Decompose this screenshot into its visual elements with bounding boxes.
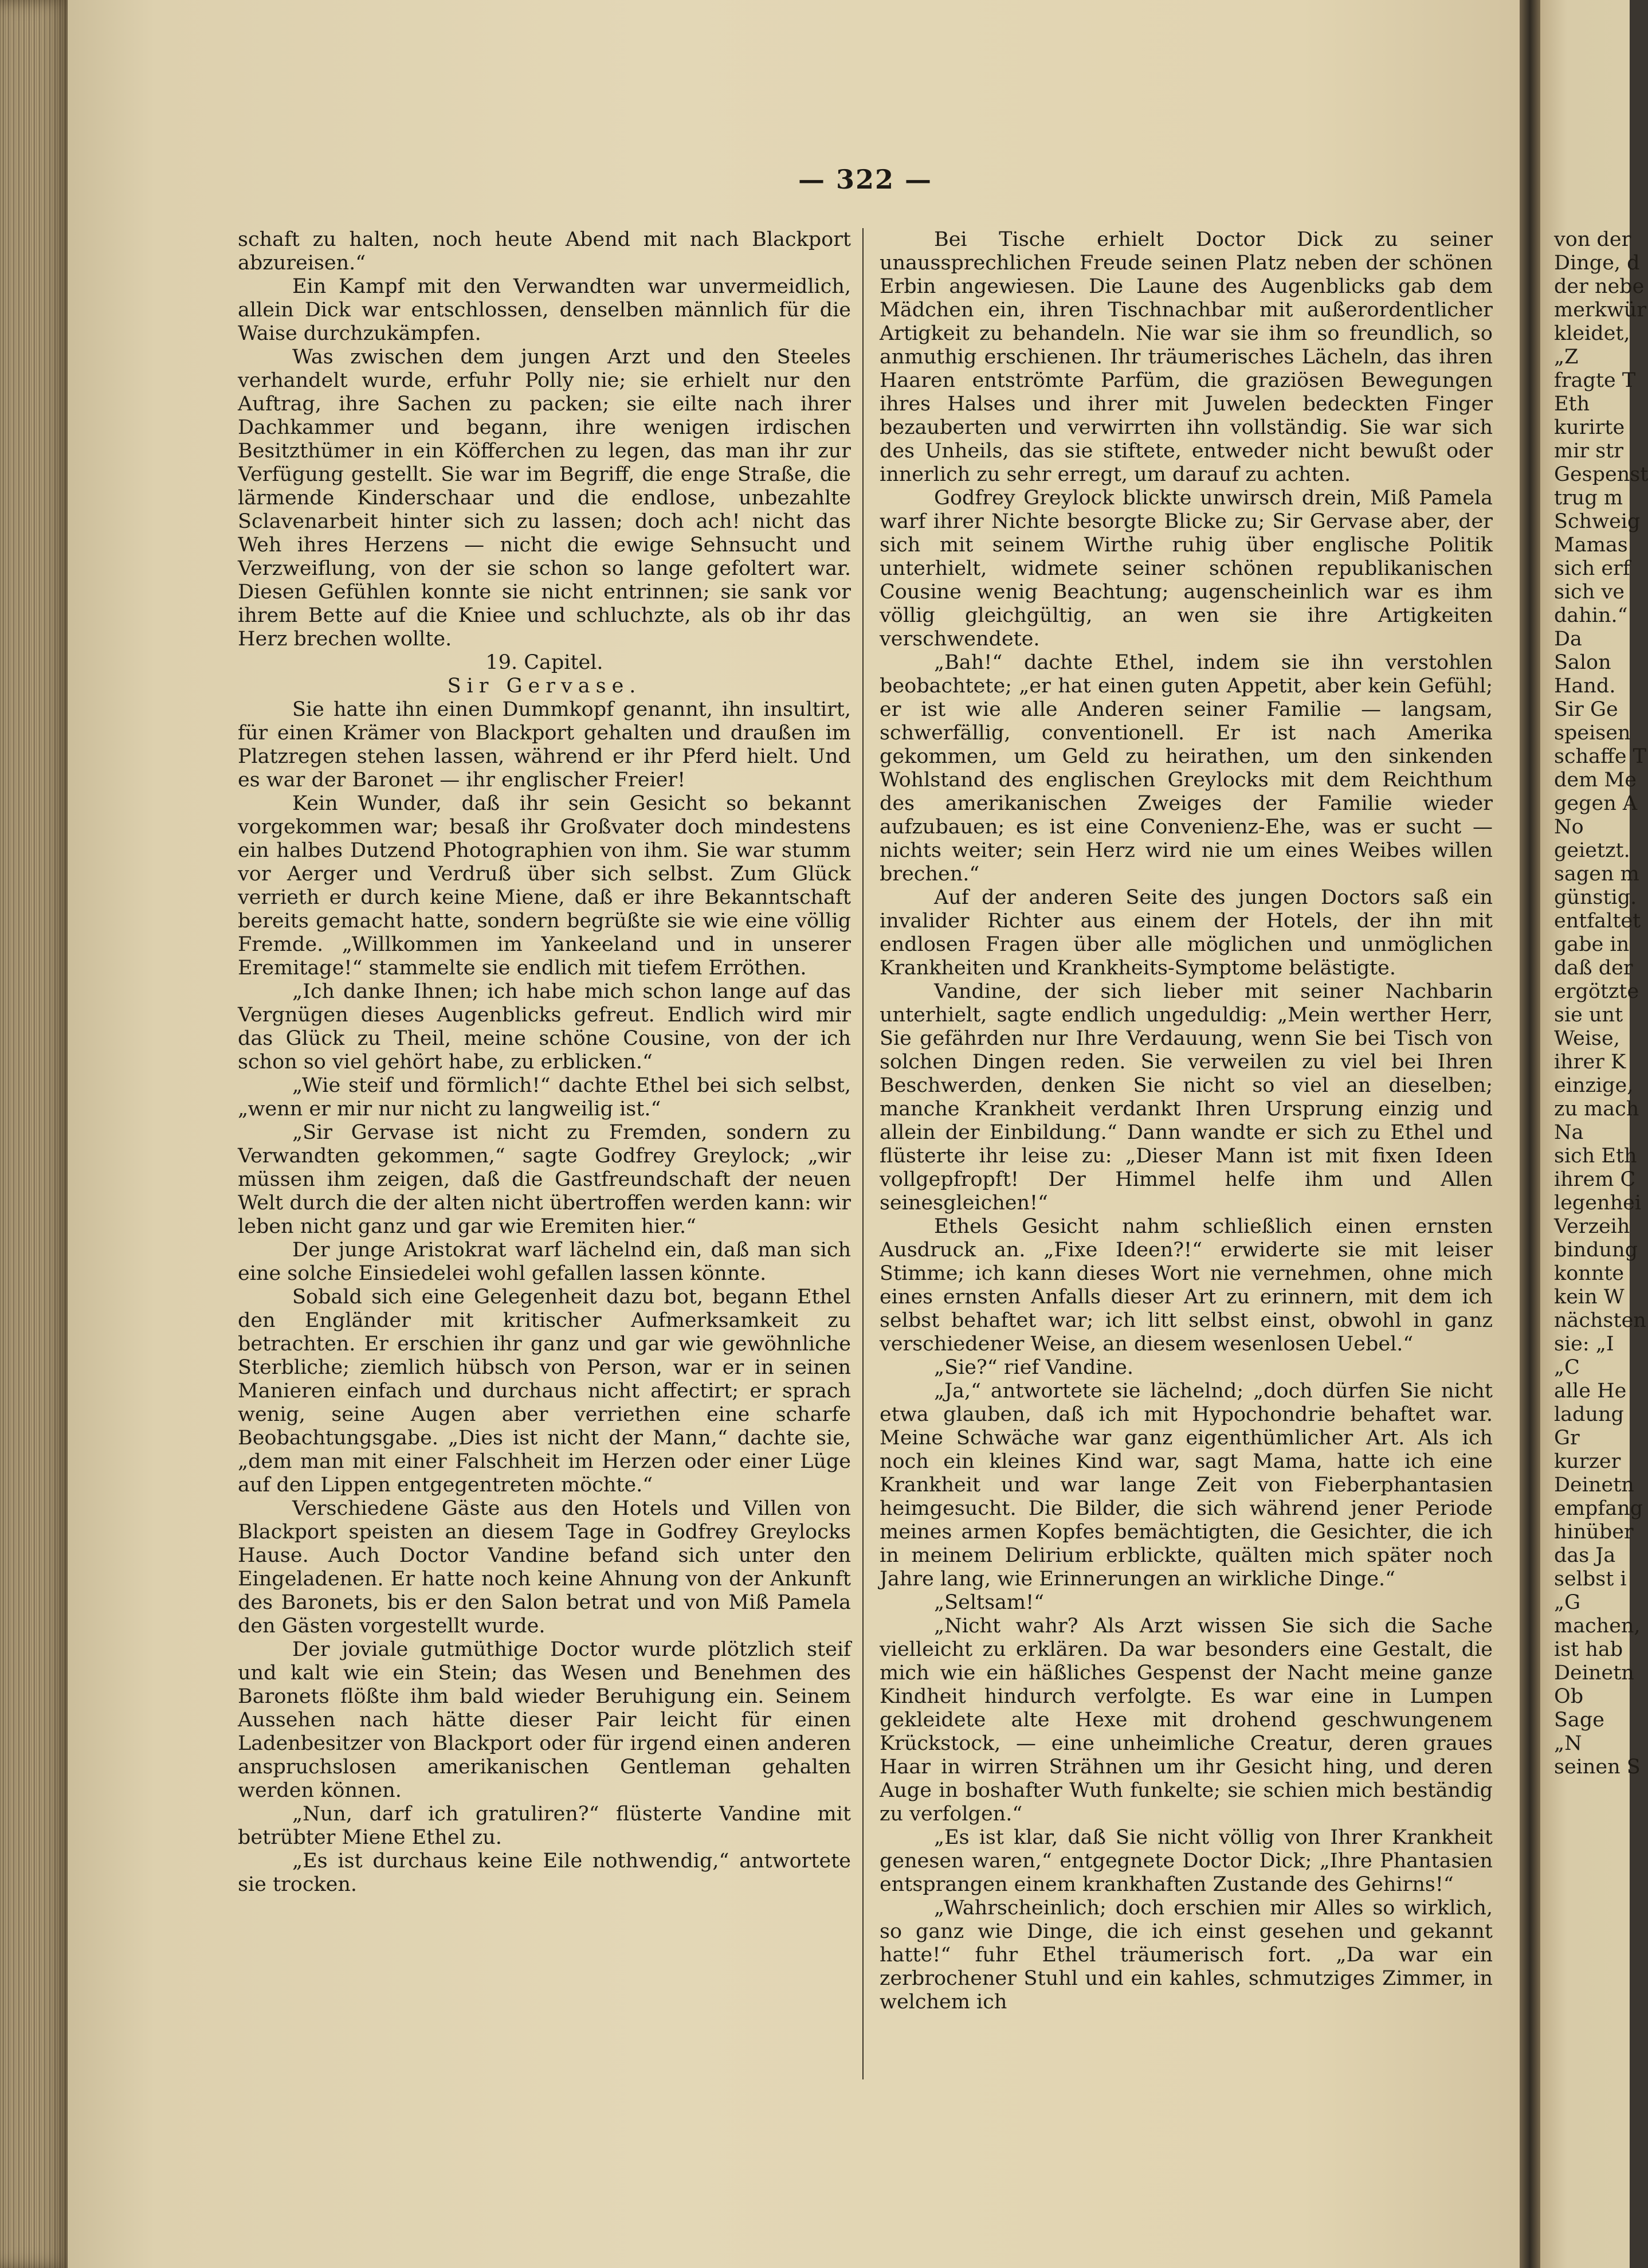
paragraph: Kein Wunder, daß ihr sein Gesicht so bekannt vorgekommen war; besaß ihr Großvater doch mindestens ein halbes Dutzend Photographien von ihm. Sie war stumm vor Aerger und Verdruß über sich selbst. Zum Glück verrieth er durch keine Miene, daß er ihre Bekanntschaft bereits gemacht hatte, sondern begrüßte sie wie eine völlig Fremde. „Willkommen im Yankeeland und in unserer Eremitage!“ stammelte sie endlich mit tiefem Erröthen. <box>238 792 851 980</box>
paragraph: „Bah!“ dachte Ethel, indem sie ihn verstohlen beobachtete; „er hat einen guten Appetit, aber kein Gefühl; er ist wie alle Anderen seiner Familie — langsam, schwerfällig, conventionell. Er ist nach Amerika gekommen, um Geld zu heirathen, um den sinkenden Wohlstand des englischen Greylocks mit dem Reichthum des amerikanischen Zweiges der Familie wieder aufzubauen; es ist eine Convenienz-Ehe, was er sucht — nichts weiter; sein Herz wird nie um eines Weibes willen brechen.“ <box>880 651 1493 886</box>
fragment-line: Na <box>1554 1121 1584 1144</box>
fragment-line: schaffe T <box>1554 745 1647 768</box>
paragraph: Sobald sich eine Gelegenheit dazu bot, begann Ethel den Engländer mit kritischer Aufmerksamkeit zu betrachten. Er erschien ihr ganz und gar wie gewöhnliche Sterbliche; ziemlich hübsch von Person, war er in seinen Manieren einfach und durchaus nicht affectirt; er sprach wenig, seine Augen aber verriethen eine scharfe Beobachtungsgabe. „Dies ist nicht der Mann,“ dachte sie, „dem man mit einer Falschheit im Herzen oder einer Lüge auf den Lippen entgegentreten möchte.“ <box>238 1286 851 1497</box>
chapter-heading: 19. Capitel. <box>485 651 603 674</box>
paragraph: „Es ist klar, daß Sie nicht völlig von Ihrer Krankheit genesen waren,“ entgegnete Doctor Dick; „Ihre Phantasien entsprangen einem krankhaften Zustande des Gehirns!“ <box>880 1826 1493 1896</box>
fragment-line: sich erf <box>1554 557 1630 580</box>
fragment-line: daß der <box>1554 957 1633 980</box>
fragment-line: entfaltet <box>1554 910 1641 933</box>
fragment-line: das Ja <box>1554 1544 1616 1567</box>
fragment-line: von der <box>1554 228 1631 251</box>
paragraph: „Seltsam!“ <box>934 1591 1045 1614</box>
fragment-line: merkwür <box>1554 299 1647 322</box>
fragment-line: dem Me <box>1554 769 1637 792</box>
fragment-line: konnte <box>1554 1262 1625 1285</box>
book-page-edges <box>0 0 68 2268</box>
fragment-line: Deinetn <box>1554 1662 1634 1685</box>
fragment-line: ihrer K <box>1554 1051 1626 1074</box>
fragment-line: ist hab <box>1554 1638 1623 1661</box>
paragraph: Was zwischen dem jungen Arzt und den Steeles verhandelt wurde, erfuhr Polly nie; sie erhielt nur den Auftrag, ihre Sachen zu packen; sie eilte nach ihrer Dachkammer und begann, ihre wenigen irdischen Besitzthümer in ein Köfferchen zu legen, das man ihr zur Verfügung gestellt. Sie war im Begriff, die enge Straße, die lärmende Kinderschaar und die endlose, unbezahlte Sclavenarbeit hinter sich zu lassen; doch ach! nicht das Weh ihres Herzens — nicht die ewige Sehnsucht und Verzweiflung, von der sie schon so lange gefoltert war. Diesen Gefühlen konnte sie nicht entrinnen; sie sank vor ihrem Bette auf die Kniee und schluchzte, als ob ihr das Herz brechen wollte. <box>238 346 851 651</box>
paragraph: „Ja,“ antwortete sie lächelnd; „doch dürfen Sie nicht etwa glauben, daß ich mit Hypochondrie behaftet war. Meine Schwäche war ganz eigenthümlicher Art. Als ich noch ein kleines Kind war, sagt Mama, hatte ich eine Krankheit und war lange Zeit von Fieberphantasien heimgesucht. Die Bilder, die sich während jener Periode meines armen Kopfes bemächtigten, die Gesichter, die ich in meinem Delirium erblickte, quälten mich später noch Jahre lang, wie Erinnerungen an wirkliche Dinge.“ <box>880 1380 1493 1591</box>
fragment-line: seinen S <box>1554 1756 1641 1779</box>
paragraph: Godfrey Greylock blickte unwirsch drein, Miß Pamela warf ihrer Nichte besorgte Blicke zu; Sir Gervase aber, der sich mit seinem Wirthe ruhig über englische Politik unterhielt, widmete seiner schönen republikanischen Cousine wenig Beachtung; augenscheinlich war es ihm völlig gleichgültig, an wen sie ihre Artigkeiten verschwendete. <box>880 487 1493 651</box>
fragment-line: günstig. <box>1554 886 1637 909</box>
fragment-line: Sage <box>1554 1709 1604 1732</box>
fragment-line: sich Eth <box>1554 1145 1637 1168</box>
fragment-line: nächsten <box>1554 1309 1646 1332</box>
paragraph: „Wie steif und förmlich!“ dachte Ethel bei sich selbst, „wenn er mir nur nicht zu langweilig ist.“ <box>238 1074 851 1121</box>
fragment-line: kurzer <box>1554 1450 1621 1473</box>
fragment-line: legenhei <box>1554 1192 1642 1215</box>
left-column <box>238 228 851 1897</box>
paragraph: Ethels Gesicht nahm schließlich einen ernsten Ausdruck an. „Fixe Ideen?!“ erwiderte sie mit leiser Stimme; ich kann dieses Wort nie vernehmen, ohne mich eines ernsten Anfalls dieser Art zu erinnern, mit dem ich selbst behaftet war; ich litt selbst einst, obwohl in ganz verschiedener Weise, an diesem wesenlosen Uebel.“ <box>880 1215 1493 1356</box>
paragraph: Verschiedene Gäste aus den Hotels und Villen von Blackport speisten an diesem Tage in Godfrey Greylocks Hause. Auch Doctor Vandine befand sich unter den Eingeladenen. Er hatte noch keine Ahnung von der Ankunft des Baronets, bis er den Salon betrat und von Miß Pamela den Gästen vorgestellt wurde. <box>238 1497 851 1638</box>
fragment-line: mir str <box>1554 440 1623 463</box>
fragment-line: alle He <box>1554 1380 1627 1403</box>
fragment-line: Gespenst <box>1554 463 1648 486</box>
fragment-line: einzige, <box>1554 1074 1634 1097</box>
paragraph: „Wahrscheinlich; doch erschien mir Alles so wirklich, so ganz wie Dinge, die ich einst gesehen und gekannt hatte!“ fuhr Ethel träumerisch fort. „Da war ein zerbrochener Stuhl und ein kahles, schmutziges Zimmer, in welchem ich <box>880 1897 1493 2014</box>
fragment-line: der nebe <box>1554 275 1645 298</box>
fragment-line: Mamas <box>1554 534 1628 557</box>
fragment-line: Eth <box>1554 393 1590 416</box>
paragraph: Der junge Aristokrat warf lächelnd ein, daß man sich eine solche Einsiedelei wohl gefallen lassen könnte. <box>238 1239 851 1285</box>
paragraph: schaft zu halten, noch heute Abend mit nach Blackport abzureisen.“ <box>238 228 851 275</box>
paragraph: „Nicht wahr? Als Arzt wissen Sie sich die Sache vielleicht zu erklären. Da war besonders eine Gestalt, die mich wie ein häßliches Gespenst der Nacht meine ganze Kindheit hindurch verfolgte. Es war eine in Lumpen gekleidete alte Hexe mit drohend geschwungenem Krückstock, — eine unheimliche Creatur, deren graues Haar in wirren Strähnen um ihr Gesicht hing, und deren Auge in boshafter Wuth funkelte; sie schien mich beständig zu verfolgen.“ <box>880 1615 1493 1826</box>
fragment-line: kurirte <box>1554 416 1625 439</box>
chapter-title: Sir Gervase. <box>447 675 642 698</box>
fragment-line: bindung <box>1554 1239 1638 1262</box>
fragment-line: ihrem C <box>1554 1168 1636 1191</box>
fragment-line: ladung <box>1554 1403 1624 1426</box>
fragment-line: sagen m <box>1554 863 1639 886</box>
paragraph: Der joviale gutmüthige Doctor wurde plötzlich steif und kalt wie ein Stein; das Wesen und Benehmen des Baronets flößte ihm bald wieder Beruhigung ein. Seinem Aussehen nach hätte dieser Pair leicht für einen Ladenbesitzer von Blackport oder für irgend einen anderen anspruchslosen amerikanischen Gentleman gehalten werden können. <box>238 1638 851 1802</box>
fragment-line: „C <box>1554 1356 1580 1379</box>
fragment-line: Schweig <box>1554 510 1641 533</box>
middle-column <box>880 228 1493 2014</box>
fragment-line: sich ve <box>1554 581 1625 604</box>
fragment-line: Da <box>1554 628 1582 651</box>
fragment-line: sie unt <box>1554 1004 1623 1027</box>
fragment-line: zu mach <box>1554 1098 1639 1121</box>
fragment-line: Sir Ge <box>1554 698 1618 721</box>
fragment-line: selbst i <box>1554 1568 1627 1591</box>
fragment-line: machen, <box>1554 1615 1641 1638</box>
paragraph: „Sir Gervase ist nicht zu Fremden, sondern zu Verwandten gekommen,“ sagte Godfrey Greylock; „wir müssen ihm zeigen, daß die Gastfreundschaft der neuen Welt durch die der alten nicht übertroffen werden kann: wir leben nicht ganz und gar wie Eremiten hier.“ <box>238 1121 851 1238</box>
fragment-line: empfang <box>1554 1497 1643 1520</box>
fragment-line: No <box>1554 816 1584 839</box>
fragment-line: gegen A <box>1554 792 1638 815</box>
paragraph: „Ich danke Ihnen; ich habe mich schon lange auf das Vergnügen dieses Augenblicks gefreut. Endlich wird mir das Glück zu Theil, meine schöne Cousine, von der ich schon so viel gehört habe, zu erblicken.“ <box>238 980 851 1074</box>
fragment-line: Hand. <box>1554 675 1616 698</box>
column-divider <box>862 228 864 2079</box>
fragment-line: kleidet, <box>1554 322 1630 345</box>
fragment-line: hinüber <box>1554 1521 1634 1544</box>
book-gutter <box>1520 0 1540 2268</box>
fragment-line: ergötzte <box>1554 980 1639 1003</box>
fragment-line: Gr <box>1554 1427 1580 1450</box>
fragment-line: kein W <box>1554 1286 1625 1309</box>
fragment-line: dahin.“ <box>1554 604 1628 627</box>
paragraph: „Nun, darf ich gratuliren?“ flüsterte Vandine mit betrübter Miene Ethel zu. <box>238 1803 851 1849</box>
paragraph: Ein Kampf mit den Verwandten war unvermeidlich, allein Dick war entschlossen, denselben männlich für die Waise durchzukämpfen. <box>238 275 851 345</box>
fragment-line: geietzt. <box>1554 839 1630 862</box>
fragment-line: Deinetn <box>1554 1474 1634 1497</box>
fragment-line: „Z <box>1554 346 1579 369</box>
paragraph: Sie hatte ihn einen Dummkopf genannt, ihn insultirt, für einen Krämer von Blackport gehalten und draußen im Platzregen stehen lassen, während er ihr Pferd hielt. Und es war der Baronet — ihr englischer Freier! <box>238 698 851 792</box>
paragraph: Vandine, der sich lieber mit seiner Nachbarin unterhielt, sagte endlich ungeduldig: „Mein werther Herr, Sie gefährden nur Ihre Verdauung, wenn Sie bei Tisch von solchen Dingen reden. Sie verweilen zu viel bei Ihren Beschwerden, denken Sie nicht so viel an dieselben; manche Krankheit verdankt Ihren Ursprung einzig und allein der Einbildung.“ Dann wandte er sich zu Ethel und flüsterte ihr leise zu: „Dieser Mann ist mit fixen Ideen vollgepfropft! Der Himmel helfe ihm und Allen seinesgleichen!“ <box>880 980 1493 1215</box>
paragraph: „Es ist durchaus keine Eile nothwendig,“ antwortete sie trocken. <box>238 1850 851 1896</box>
fragment-line: fragte T <box>1554 369 1636 392</box>
fragment-line: „N <box>1554 1732 1582 1755</box>
fragment-line: Dinge, d <box>1554 252 1640 275</box>
right-page-fragment <box>1554 228 1648 1779</box>
fragment-line: Salon <box>1554 651 1611 674</box>
fragment-line: speisen <box>1554 722 1631 745</box>
paragraph: Bei Tische erhielt Doctor Dick zu seiner unaussprechlichen Freude seinen Platz neben der schönen Erbin angewiesen. Die Laune des Augenblicks gab dem Mädchen ein, ihren Tischnachbar mit außerordentlicher Artigkeit zu behandeln. Nie war sie ihm so freundlich, so anmuthig erschienen. Ihr träumerisches Lächeln, das ihren Haaren entströmte Parfüm, die graziösen Bewegungen ihres Halses und ihrer mit Juwelen bedeckten Finger bezauberten und verwirrten ihn vollständig. Sie war sich des Unheils, das sie stiftete, entweder nicht bewußt oder innerlich zu sehr erregt, um darauf zu achten. <box>880 228 1493 486</box>
fragment-line: Verzeih <box>1554 1215 1630 1238</box>
fragment-line: gabe in <box>1554 933 1630 956</box>
page-number: — 322 — <box>798 164 933 195</box>
fragment-line: Weise, <box>1554 1027 1620 1050</box>
fragment-line: Ob <box>1554 1685 1584 1708</box>
paragraph: „Sie?“ rief Vandine. <box>934 1356 1133 1379</box>
paragraph: Auf der anderen Seite des jungen Doctors saß ein invalider Richter aus einem der Hotels, der ihn mit endlosen Fragen über alle möglichen und unmöglichen Krankheiten und Krankheits-Symptome belästigte. <box>880 886 1493 980</box>
fragment-line: „G <box>1554 1591 1581 1614</box>
fragment-line: trug m <box>1554 487 1623 510</box>
fragment-line: sie: „I <box>1554 1333 1614 1356</box>
